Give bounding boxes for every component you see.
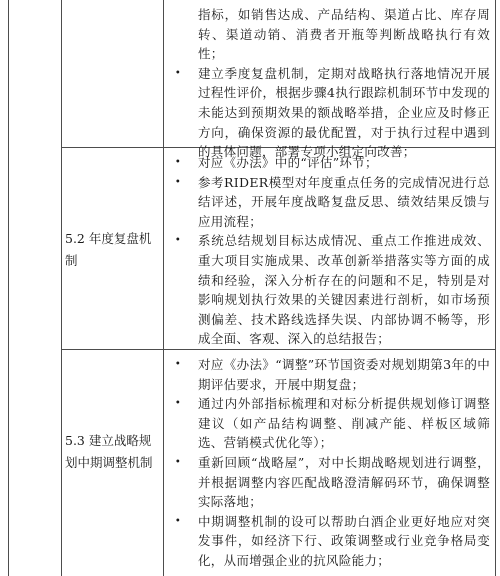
section-1-content — [168, 5, 490, 162]
list-item-text: 通过内外部指标梳理和对标分析提供规划修订调整建议（如产品结构调整、削减产能、样板区域筛选、营销模式优化等）； — [198, 396, 490, 451]
table-left-border — [8, 0, 9, 576]
list-item-text: 对应《办法》中的“评估”环节； — [198, 155, 378, 170]
list-item-text: 建立季度复盘机制，定期对战略执行落地情况开展过程性评价，根据步骤4执行跟踪机制环节中发现的未能达到预期效果的额战略举措，企业应及时修正方向，确保资源的最优配置，对于执行过程中遇到的具体问题，部署专项小组定向改善； — [198, 65, 490, 160]
bullet-icon: • — [174, 157, 182, 168]
bullet-icon: • — [174, 398, 182, 410]
section-2-content — [168, 153, 490, 349]
section-3-content — [168, 355, 490, 571]
bullet-icon: • — [174, 235, 182, 247]
list-item — [168, 64, 490, 162]
list-item — [168, 173, 490, 232]
list-item — [168, 453, 490, 512]
bullet-icon: • — [174, 359, 182, 370]
list-item — [168, 394, 490, 453]
bullet-icon: • — [174, 67, 182, 79]
list-item-text: 参考RIDER模型对年度重点任务的完成情况进行总结评述，开展年度战略复盘反思、绩效结果反馈与应用流程； — [198, 174, 490, 229]
row-label-midterm-adjustment: 5.3 建立战略规划中期调整机制 — [65, 433, 153, 470]
table-col-divider-2 — [163, 0, 164, 576]
list-item-text: 指标，如销售达成、产品结构、渠道占比、库存周转、渠道动销、消费者开瓶等判断战略执行有效性； — [198, 7, 490, 62]
list-item-text: 对应《办法》“调整”环节国资委对规划期第3年的中期评估要求，开展中期复盘； — [198, 357, 490, 392]
row-label-annual-review: 5.2 年度复盘机制 — [65, 231, 152, 268]
bullet-icon: • — [174, 515, 182, 527]
list-item — [168, 5, 490, 64]
list-item — [168, 231, 490, 349]
table-right-border — [495, 0, 496, 576]
row-divider-2 — [61, 349, 495, 350]
list-item — [168, 355, 490, 394]
bullet-icon: • — [174, 176, 182, 188]
list-item — [168, 512, 490, 571]
table-col-divider-1 — [61, 0, 62, 576]
bullet-icon: • — [174, 456, 182, 468]
list-item-text: 重新回顾“战略屋”，对中长期战略规划进行调整，并根据调整内容匹配战略澄清解码环节，确保调整实际落地； — [198, 454, 490, 510]
list-item-text: 中期调整机制的设可以帮助白酒企业更好地应对突发事件，如经济下行、政策调整或行业竞争格局变化，从而增强企业的抗风险能力； — [198, 513, 490, 568]
list-item-text: 系统总结规划目标达成情况、重点工作推进成效、重大项目实施成果、改革创新举措落实等方面的成绩和经验，深入分析存在的问题和不足，特别是对影响规划执行效果的关键因素进行剖析，如市场预测偏差、技术路线选择失误、内部协调不畅等，形成全面、客观、深入的总结报告； — [198, 233, 490, 347]
list-item — [168, 153, 490, 173]
